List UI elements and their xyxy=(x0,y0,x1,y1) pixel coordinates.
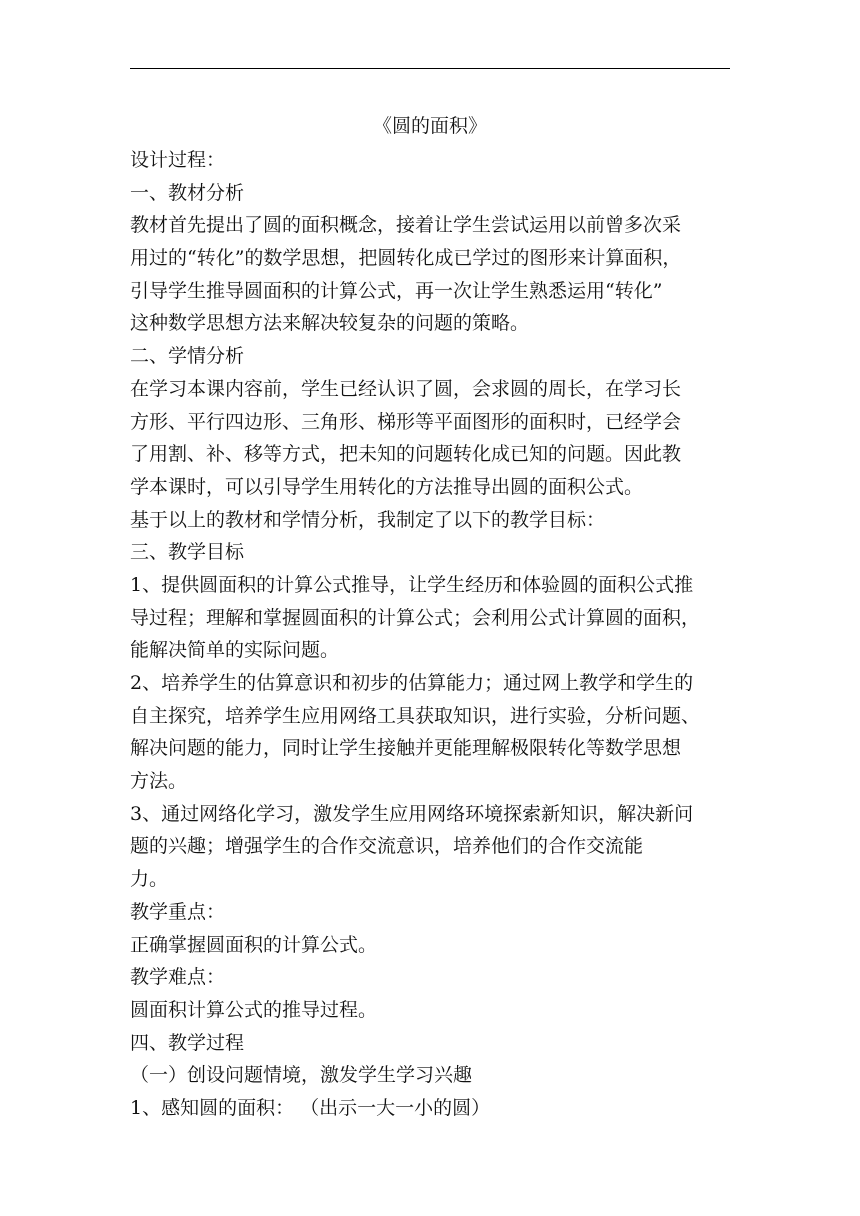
text-line: 教材首先提出了圆的面积概念，接着让学生尝试运用以前曾多次采 xyxy=(130,214,682,237)
text-line: 能解决简单的实际问题。 xyxy=(130,639,340,662)
section-heading: 二、学情分析 xyxy=(130,345,245,368)
text-line: 学本课时，可以引导学生用转化的方法推导出圆的面积公式。 xyxy=(130,475,644,498)
text-line: 了用割、补、移等方式，把未知的问题转化成已知的问题。因此教 xyxy=(130,443,682,466)
text-line: 1、感知圆的面积： （出示一大一小的圆） xyxy=(130,1096,491,1119)
text-line: 基于以上的教材和学情分析，我制定了以下的教学目标： xyxy=(130,508,606,531)
text-line: 3、通过网络化学习，激发学生应用网络环境探索新知识，解决新问 xyxy=(130,802,694,825)
text-line: 自主探究，培养学生应用网络工具获取知识，进行实验，分析问题、 xyxy=(130,704,701,727)
text-line: 圆面积计算公式的推导过程。 xyxy=(130,998,378,1021)
section-heading: 三、教学目标 xyxy=(130,541,245,564)
section-heading: 一、教材分析 xyxy=(130,181,245,204)
text-line: 这种数学思想方法来解决较复杂的问题的策略。 xyxy=(130,312,530,335)
section-heading: 四、教学过程 xyxy=(130,1031,245,1054)
subheading: 教学重点： xyxy=(130,900,226,923)
text-line: 导过程；理解和掌握圆面积的计算公式；会利用公式计算圆的面积， xyxy=(130,606,701,629)
text-line: 题的兴趣；增强学生的合作交流意识，培养他们的合作交流能 xyxy=(130,835,644,858)
text-line: 用过的“转化”的数学思想，把圆转化成已学过的图形来计算面积， xyxy=(130,247,682,270)
text-line: 方形、平行四边形、三角形、梯形等平面图形的面积时，已经学会 xyxy=(130,410,682,433)
text-line: 引导学生推导圆面积的计算公式，再一次让学生熟悉运用“转化” xyxy=(130,279,663,302)
text-line: 设计过程： xyxy=(130,149,226,171)
document-title: 《圆的面积》 xyxy=(372,115,487,137)
subheading: 教学难点： xyxy=(130,966,226,989)
text-line: 力。 xyxy=(130,868,169,891)
text-line: 在学习本课内容前，学生已经认识了圆，会求圆的周长，在学习长 xyxy=(130,377,682,400)
text-line: 1、提供圆面积的计算公式推导，让学生经历和体验圆的面积公式推 xyxy=(130,573,694,596)
text-line: 方法。 xyxy=(130,770,188,793)
text-line: （一）创设问题情境，激发学生学习兴趣 xyxy=(130,1064,473,1087)
document-body xyxy=(130,144,730,1125)
text-line: 解决问题的能力，同时让学生接触并更能理解极限转化等数学思想 xyxy=(130,737,682,760)
text-line: 正确掌握圆面积的计算公式。 xyxy=(130,933,378,956)
header-rule xyxy=(130,68,730,69)
text-line: 2、培养学生的估算意识和初步的估算能力；通过网上教学和学生的 xyxy=(130,672,694,694)
